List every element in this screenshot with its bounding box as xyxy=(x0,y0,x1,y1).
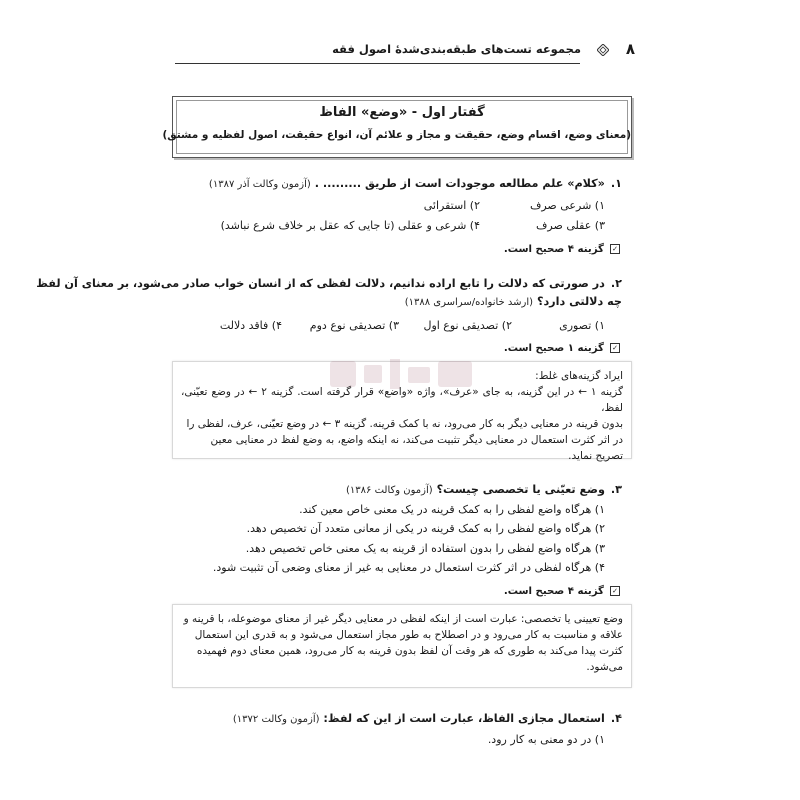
checkbox-icon: ✓ xyxy=(610,244,620,254)
answer-line xyxy=(504,586,620,597)
explanation-line: بدون قرینه در معنایی دیگر به کار می‌رود، نه با کمک قرینه. گزینه ۳ ← در وضع تعیّنی، عرف، لفظی را xyxy=(186,418,623,430)
question-1 xyxy=(209,177,622,190)
option: ۲) تصدیقی نوع اول xyxy=(423,319,512,332)
question-source: (آزمون وکالت آذر ۱۳۸۷) xyxy=(208,179,311,190)
option: ۱) تصوری xyxy=(559,319,605,332)
question-source: (ارشد خانواده/سراسری ۱۳۸۸) xyxy=(404,297,534,308)
running-header xyxy=(175,40,635,62)
question-text: در صورتی که دلالت را تابع اراده ندانیم، دلالت لفظی که از انسان خواب صادر می‌شود، بر معنای آن لفظ xyxy=(36,277,605,290)
question-3 xyxy=(346,483,622,496)
option: ۴) فاقد دلالت xyxy=(219,319,282,332)
chapter-title: گفتار اول - «وضع» الفاظ xyxy=(319,105,485,120)
diamond-ornament-icon xyxy=(597,44,609,56)
question-2-line2 xyxy=(405,295,622,308)
answer-text: گزینه ۱ صحیح است. xyxy=(503,343,604,354)
option: ۴) هرگاه لفظی در اثر کثرت استعمال در معنایی به غیر از معنای وضعی آن تثبیت شود. xyxy=(212,561,605,574)
option: ۲) هرگاه واضع لفظی را به کمک قرینه در یکی از معانی متعدد آن تخصیص دهد. xyxy=(246,522,605,535)
question-number: ۳. xyxy=(610,483,622,496)
question-number: ۴. xyxy=(610,712,622,725)
option: ۴) شرعی و عقلی (تا جایی که عقل بر خلاف شرع نباشد) xyxy=(220,219,480,232)
question-source: (آزمون وکالت ۱۳۸۶) xyxy=(346,485,433,496)
option: ۱) در دو معنی به کار رود. xyxy=(487,733,605,746)
question-4 xyxy=(233,712,622,725)
explanation-line: در اثر کثرت استعمال در معنایی دیگر تثبیت می‌کند، نه اینکه واضع، به وضع لفظ در معنایی معین xyxy=(210,434,623,446)
question-source: (آزمون وکالت ۱۳۷۲) xyxy=(232,714,320,725)
explanation-line: گزینه ۱ ← در این گزینه، به جای «عرف»، واژه «واضع» قرار گرفته است. گزینه ۲ ← در وضع تعیّنی، لفظ، xyxy=(181,386,623,414)
option: ۳) عقلی صرف xyxy=(536,219,605,232)
explanation-line: تصریح نماید. xyxy=(568,450,623,462)
answer-text: گزینه ۴ صحیح است. xyxy=(503,244,604,255)
question-number: ۱. xyxy=(610,177,622,190)
chapter-heading-box xyxy=(162,96,632,158)
question-text: استعمال مجازی الفاظ، عبارت است از این که لفظ: xyxy=(323,712,605,725)
option: ۱) هرگاه واضع لفظی را به کمک قرینه در یک معنی خاص معین کند. xyxy=(299,503,605,516)
option: ۱) شرعی صرف xyxy=(529,199,605,212)
question-text: «کلام» علم مطالعه موجودات است از طریق ......... . xyxy=(314,177,605,190)
question-text: وضع تعیّنی یا تخصصی چیست؟ xyxy=(436,483,605,496)
answer-line xyxy=(504,343,620,354)
answer-text: گزینه ۴ صحیح است. xyxy=(503,586,604,597)
book-title: مجموعه تست‌های طبقه‌بندی‌شدهٔ اصول فقه xyxy=(332,42,581,56)
explanation-line: وضع تعیینی یا تخصصی: عبارت است از اینکه لفظی در معنایی دیگر غیر از معنای موضوعله، با قرینه و xyxy=(183,613,623,625)
explanation-line: می‌شود. xyxy=(586,661,623,673)
option: ۲) استقرائی xyxy=(423,199,480,212)
option: ۳) هرگاه واضع لفظی را بدون استفاده از قرینه به یک معنی خاص تخصیص دهد. xyxy=(245,542,605,555)
option: ۳) تصدیقی نوع دوم xyxy=(309,319,399,332)
page-number: ۸ xyxy=(625,40,635,58)
question-2 xyxy=(36,277,622,290)
checkbox-icon: ✓ xyxy=(610,586,620,596)
explanation-box xyxy=(172,604,632,688)
chapter-subtitle: (معنای وضع، اقسام وضع، حقیقت و مجاز و علائم آن، انواع حقیقت، اصول لفظیه و مشتق) xyxy=(162,129,631,141)
answer-line xyxy=(504,244,620,255)
question-number: ۲. xyxy=(610,277,622,290)
checkbox-icon: ✓ xyxy=(610,343,620,353)
explanation-line: کثرت پیدا می‌کند به طوری که هر وقت آن لفظ بدون قرینه به کار می‌رود، همین معنای دوم فهمیده xyxy=(196,645,623,657)
question-text: چه دلالتی دارد؟ xyxy=(536,295,622,308)
watermark-logo xyxy=(328,355,474,393)
explanation-line: علاقه و مناسبت به کار می‌رود و در اصطلاح به طور مجاز استعمال می‌شود و به قدری این استعمال xyxy=(194,629,623,641)
explanation-heading: ایراد گزینه‌های غلط: xyxy=(535,370,623,382)
header-rule xyxy=(175,63,580,64)
